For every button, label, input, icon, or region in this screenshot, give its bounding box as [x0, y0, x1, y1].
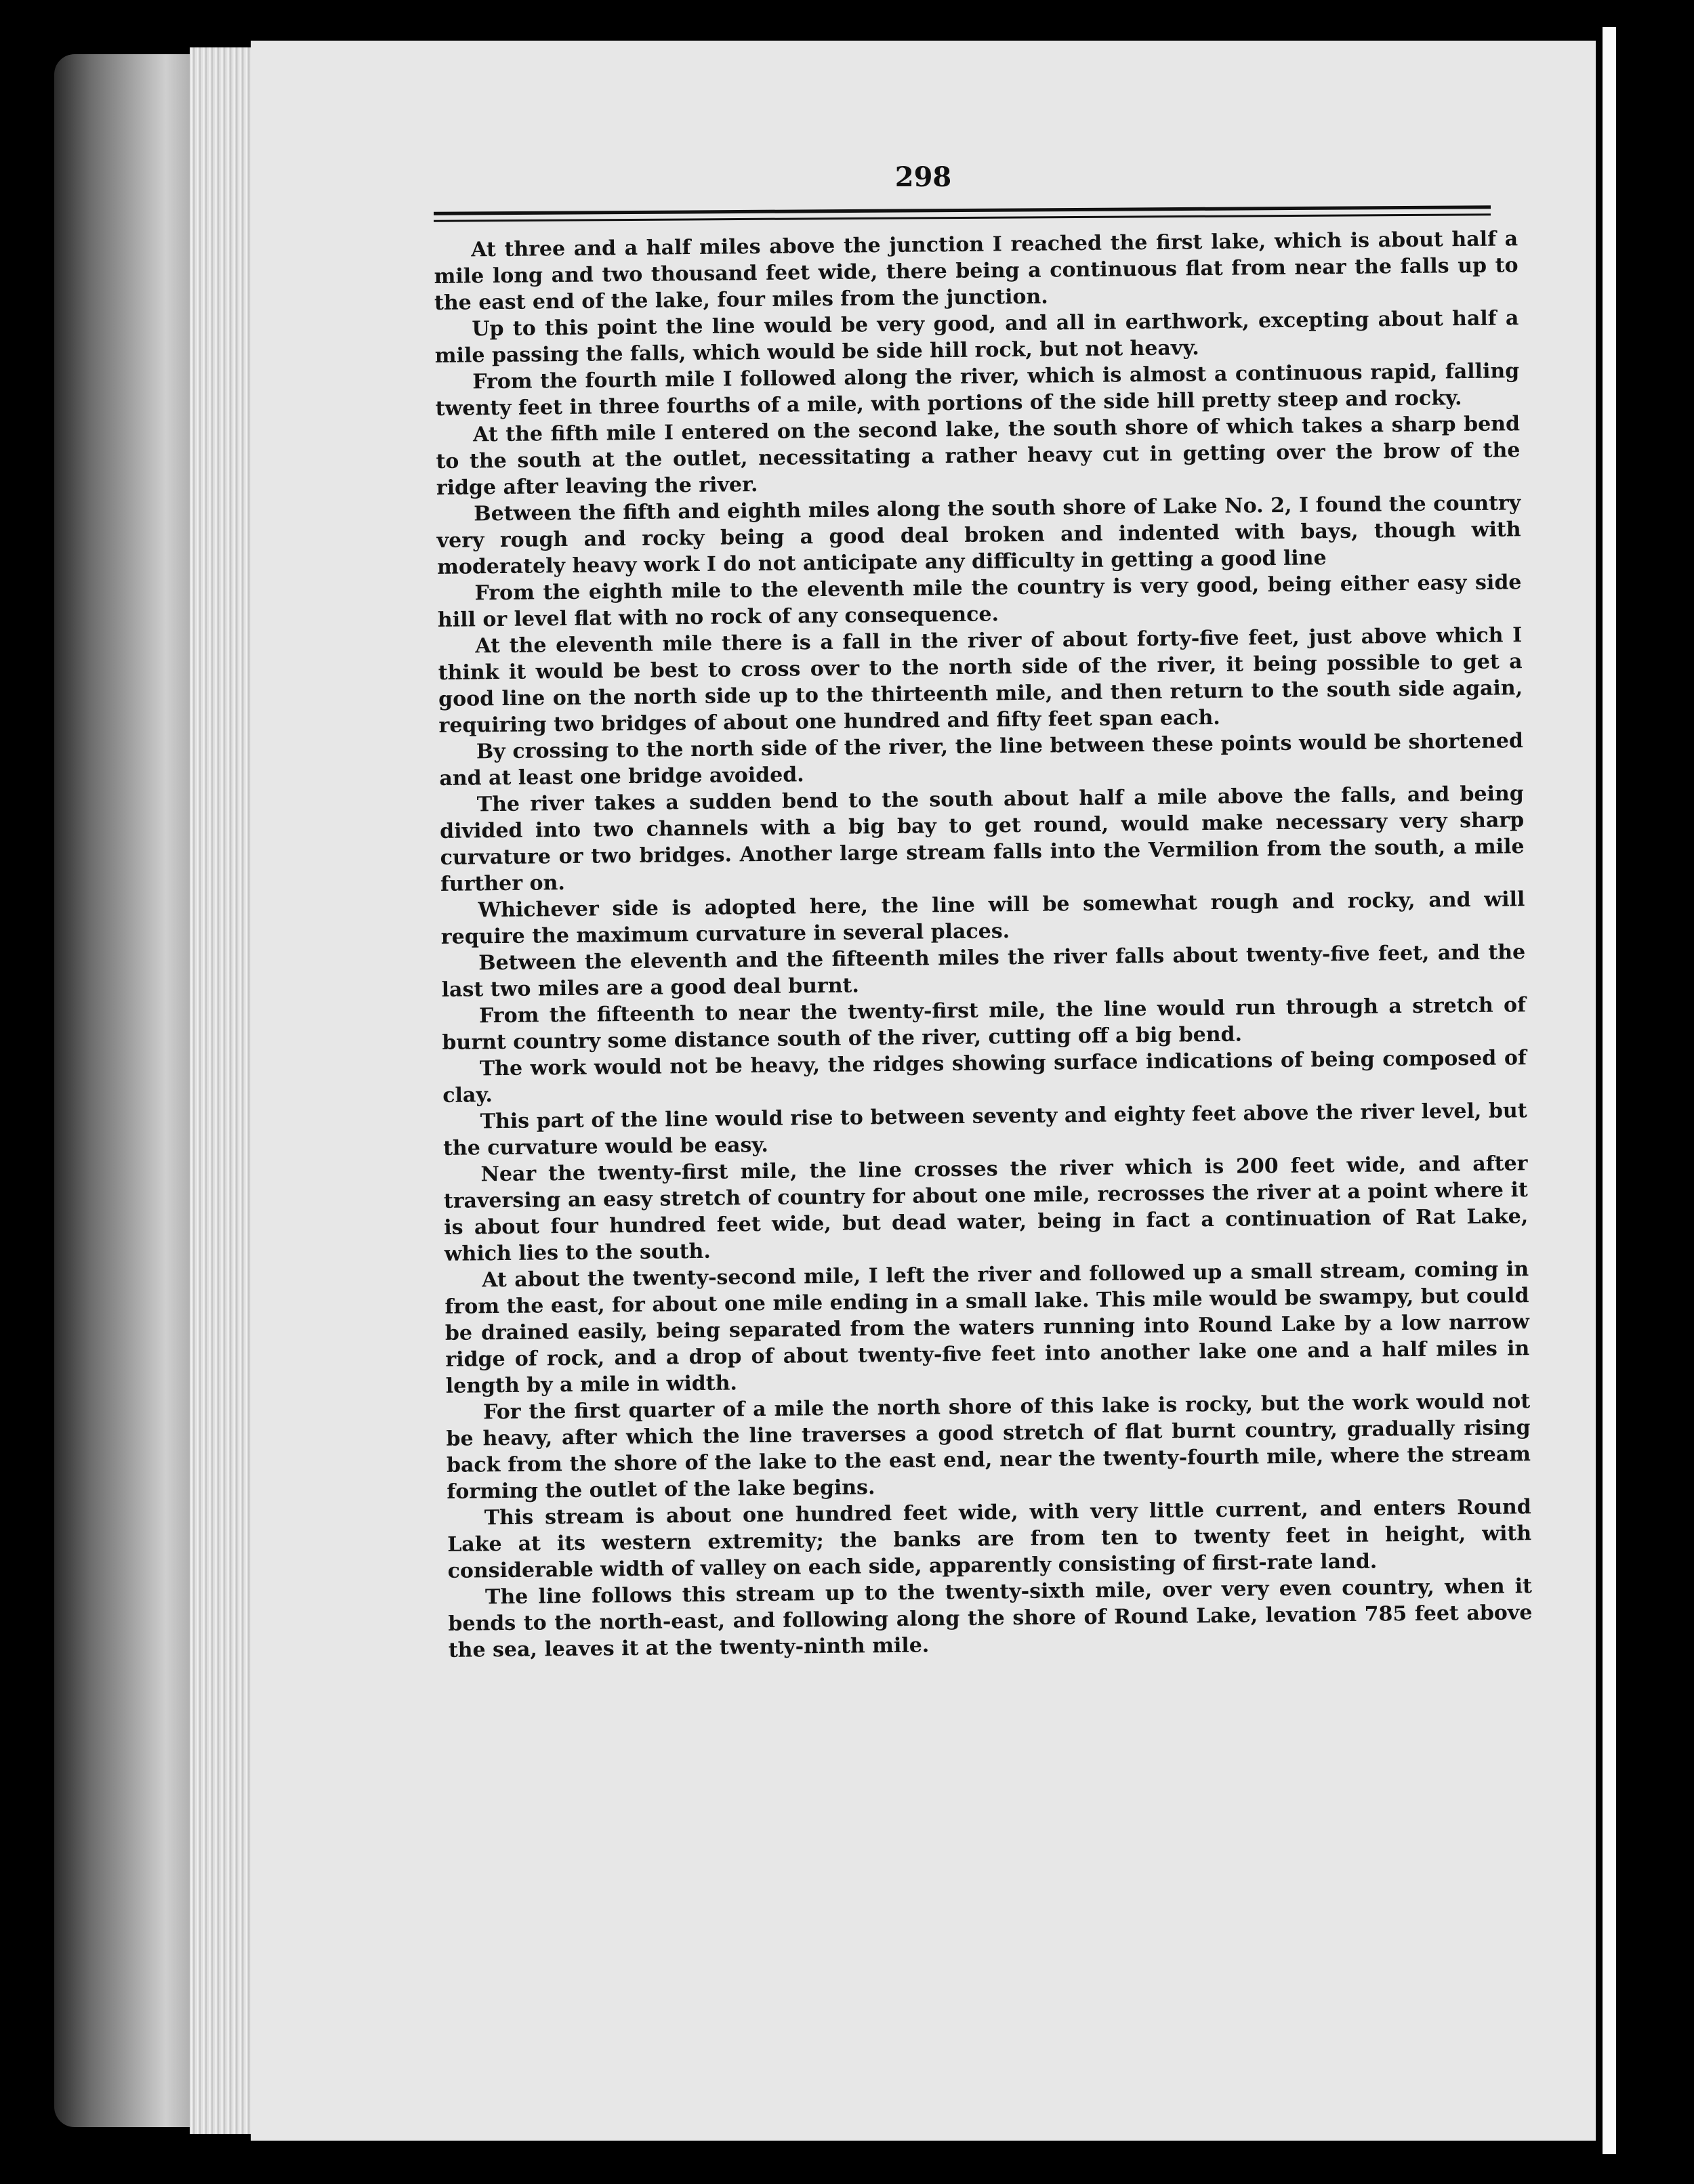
- page-edges: [190, 47, 254, 2134]
- paragraph: At about the twenty-second mile, I left the river and followed up a small stream, coming in from the east, for about one mile ending in a small lake. This mile would be swampy, but could be drained easily, being separated from the waters running into Round Lake by a low narrow ridge of rock, and a drop of about twenty-five feet into another lake one and a half miles in length by a mile in width.: [445, 1257, 1530, 1398]
- header-rule-bottom: [434, 213, 1491, 222]
- paragraph: From the fifteenth to near the twenty-first mile, the line would run through a stretch of burnt country some distance south of the river, cutting off a big bend.: [442, 993, 1527, 1055]
- header-rule-top: [434, 205, 1491, 215]
- paragraph: Between the fifth and eighth miles along the south shore of Lake No. 2, I found the country very rough and rocky being a good deal broken and indented with bays, though with moderately heavy work I do not anticipate any difficulty in getting a good line: [436, 491, 1521, 579]
- paragraph: The line follows this stream up to the twenty-sixth mile, over very even country, when it bends to the north-east, and following along the shore of Round Lake, levation 785 feet above the sea, leaves it at the twenty-ninth mile.: [448, 1574, 1533, 1662]
- body-text: [434, 226, 1533, 1664]
- paragraph: At the fifth mile I entered on the second lake, the south shore of which takes a sharp bend to the south at the outlet, necessitating a rather heavy cut in getting over the brow of the ridge after leaving the river.: [436, 412, 1521, 500]
- paragraph: This part of the line would rise to between seventy and eighty feet above the river level, but the curvature would be easy.: [442, 1099, 1527, 1160]
- paragraph: Up to this point the line would be very good, and all in earthwork, excepting about half a mile passing the falls, which would be side hill rock, but not heavy.: [434, 306, 1519, 368]
- page: [251, 41, 1596, 2141]
- paragraph: By crossing to the north side of the river, the line between these points would be shortened and at least one bridge avoided.: [439, 729, 1524, 791]
- paragraph: For the first quarter of a mile the north shore of this lake is rocky, but the work would not be heavy, after which the line traverses a good stretch of flat burnt country, gradually rising back from the shore of the lake to the east end, near the twenty-fourth mile, where the stream forming the outlet of the lake begins.: [446, 1389, 1531, 1504]
- paragraph: From the fourth mile I followed along the river, which is almost a continuous rapid, falling twenty feet in three fourths of a mile, with portions of the side hill pretty steep and rocky.: [435, 359, 1520, 421]
- paragraph: Whichever side is adopted here, the line will be somewhat rough and rocky, and will require the maximum curvature in several places.: [440, 887, 1525, 949]
- paragraph: The river takes a sudden bend to the south about half a mile above the falls, and being divided into two channels with a big bay to get round, would make necessary very sharp curvature or two bridges. Another large stream falls into the Vermilion from the south, a mile further on.: [440, 782, 1525, 896]
- paragraph: Near the twenty-first mile, the line crosses the river which is 200 feet wide, and after traversing an easy stretch of country for about one mile, recrosses the river at a point where it is about four hundred feet wide, but dead water, being in fact a continuation of Rat Lake, which lies to the south.: [443, 1152, 1529, 1266]
- paragraph: From the eighth mile to the eleventh mile the country is very good, being either easy side hill or level flat with no rock of any consequence.: [437, 570, 1522, 632]
- paragraph: The work would not be heavy, the ridges showing surface indications of being composed of clay.: [442, 1046, 1527, 1108]
- paragraph: At three and a half miles above the junction I reached the first lake, which is about half a mile long and two thousand feet wide, there being a continuous flat from near the falls up to the east end of the lake, four miles from the junction.: [434, 227, 1519, 315]
- page-number: 298: [894, 161, 952, 193]
- paragraph: This stream is about one hundred feet wide, with very little current, and enters Round Lake at its western extremity; the banks are from ten to twenty feet in height, with considerable width of valley on each side, apparently consisting of first-rate land.: [447, 1495, 1532, 1583]
- paragraph: Between the eleventh and the fifteenth miles the river falls about twenty-five feet, and the last two miles are a good deal burnt.: [441, 940, 1526, 1002]
- paragraph: At the eleventh mile there is a fall in the river of about forty-five feet, just above which I think it would be best to cross over to the north side of the river, it being possible to get a good line on the north side up to the thirteenth mile, and then return to the south side again, requiring two bridges of about one hundred and fifty feet span each.: [438, 623, 1523, 738]
- adjacent-page-edge: [1603, 27, 1616, 2154]
